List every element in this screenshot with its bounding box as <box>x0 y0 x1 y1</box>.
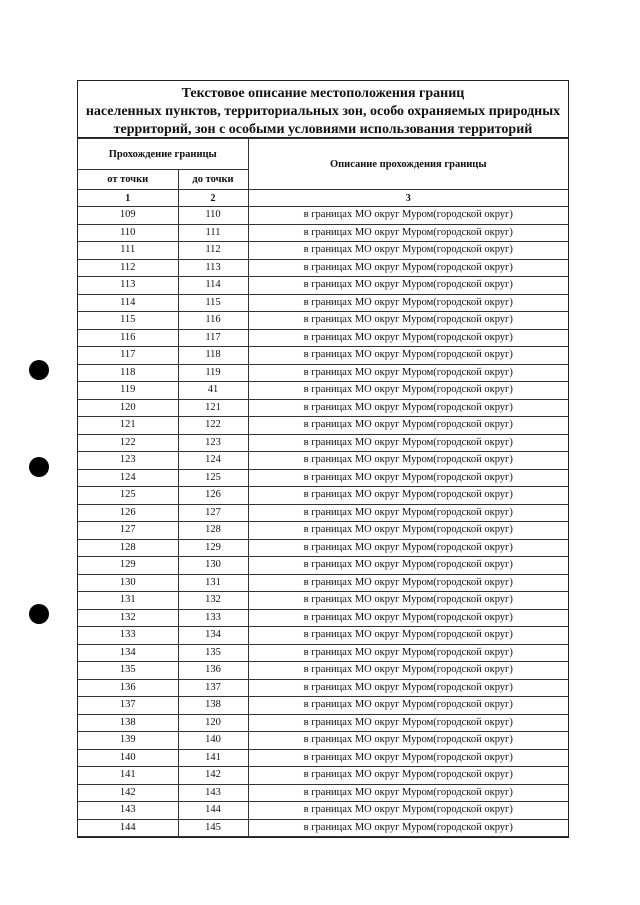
from-point-cell: 139 <box>78 732 178 750</box>
description-cell: в границах МО округ Муром(городской округ) <box>248 399 568 417</box>
description-cell: в границах МО округ Муром(городской округ) <box>248 207 568 225</box>
description-cell: в границах МО округ Муром(городской округ) <box>248 329 568 347</box>
to-point-cell: 116 <box>178 312 248 330</box>
description-cell: в границах МО округ Муром(городской округ) <box>248 347 568 365</box>
document-title <box>78 81 568 138</box>
table-row <box>78 259 568 277</box>
column-number-1: 1 <box>78 190 178 207</box>
from-point-cell: 111 <box>78 242 178 260</box>
table-row <box>78 714 568 732</box>
description-cell: в границах МО округ Муром(городской округ) <box>248 819 568 837</box>
to-point-cell: 112 <box>178 242 248 260</box>
title-line-2: населенных пунктов, территориальных зон, особо охраняемых природных <box>85 104 561 119</box>
to-point-cell: 131 <box>178 574 248 592</box>
table-row <box>78 504 568 522</box>
from-point-cell: 141 <box>78 767 178 785</box>
to-point-cell: 133 <box>178 609 248 627</box>
description-cell: в границах МО округ Муром(городской округ) <box>248 312 568 330</box>
to-point-cell: 120 <box>178 714 248 732</box>
from-point-cell: 133 <box>78 627 178 645</box>
to-point-cell: 138 <box>178 697 248 715</box>
title-line-3: территорий, зон с особыми условиями использования территорий <box>113 122 533 137</box>
description-cell: в границах МО округ Муром(городской округ) <box>248 644 568 662</box>
to-point-cell: 117 <box>178 329 248 347</box>
header-description: Описание прохождения границы <box>248 139 568 190</box>
from-point-cell: 140 <box>78 749 178 767</box>
to-point-cell: 144 <box>178 802 248 820</box>
table-row <box>78 749 568 767</box>
table-row <box>78 399 568 417</box>
from-point-cell: 116 <box>78 329 178 347</box>
table-row <box>78 277 568 295</box>
table-row <box>78 767 568 785</box>
to-point-cell: 113 <box>178 259 248 277</box>
table-row <box>78 784 568 802</box>
from-point-cell: 132 <box>78 609 178 627</box>
binder-hole-bottom <box>29 604 49 624</box>
description-cell: в границах МО округ Муром(городской округ) <box>248 767 568 785</box>
from-point-cell: 122 <box>78 434 178 452</box>
from-point-cell: 144 <box>78 819 178 837</box>
column-number-3: 3 <box>248 190 568 207</box>
description-cell: в границах МО округ Муром(городской округ) <box>248 277 568 295</box>
to-point-cell: 127 <box>178 504 248 522</box>
table-row <box>78 557 568 575</box>
table-row <box>78 539 568 557</box>
to-point-cell: 110 <box>178 207 248 225</box>
to-point-cell: 119 <box>178 364 248 382</box>
column-number-2: 2 <box>178 190 248 207</box>
description-cell: в границах МО округ Муром(городской округ) <box>248 382 568 400</box>
description-cell: в границах МО округ Муром(городской округ) <box>248 732 568 750</box>
description-cell: в границах МО округ Муром(городской округ) <box>248 504 568 522</box>
from-point-cell: 124 <box>78 469 178 487</box>
to-point-cell: 135 <box>178 644 248 662</box>
from-point-cell: 121 <box>78 417 178 435</box>
to-point-cell: 128 <box>178 522 248 540</box>
to-point-cell: 111 <box>178 224 248 242</box>
table-row <box>78 364 568 382</box>
table-row <box>78 819 568 837</box>
to-point-cell: 132 <box>178 592 248 610</box>
table-row <box>78 487 568 505</box>
to-point-cell: 41 <box>178 382 248 400</box>
to-point-cell: 125 <box>178 469 248 487</box>
header-to-point: до точки <box>178 170 248 190</box>
from-point-cell: 136 <box>78 679 178 697</box>
from-point-cell: 113 <box>78 277 178 295</box>
to-point-cell: 130 <box>178 557 248 575</box>
from-point-cell: 143 <box>78 802 178 820</box>
to-point-cell: 140 <box>178 732 248 750</box>
table-row <box>78 609 568 627</box>
description-cell: в границах МО округ Муром(городской округ) <box>248 522 568 540</box>
description-cell: в границах МО округ Муром(городской округ) <box>248 434 568 452</box>
table-row <box>78 574 568 592</box>
to-point-cell: 129 <box>178 539 248 557</box>
binder-hole-top <box>29 360 49 380</box>
from-point-cell: 118 <box>78 364 178 382</box>
to-point-cell: 126 <box>178 487 248 505</box>
to-point-cell: 123 <box>178 434 248 452</box>
description-cell: в границах МО округ Муром(городской округ) <box>248 679 568 697</box>
from-point-cell: 110 <box>78 224 178 242</box>
to-point-cell: 124 <box>178 452 248 470</box>
description-cell: в границах МО округ Муром(городской округ) <box>248 364 568 382</box>
from-point-cell: 138 <box>78 714 178 732</box>
description-cell: в границах МО округ Муром(городской округ) <box>248 259 568 277</box>
from-point-cell: 114 <box>78 294 178 312</box>
description-cell: в границах МО округ Муром(городской округ) <box>248 697 568 715</box>
description-cell: в границах МО округ Муром(городской округ) <box>248 452 568 470</box>
description-cell: в границах МО округ Муром(городской округ) <box>248 417 568 435</box>
table-row <box>78 347 568 365</box>
table-row <box>78 679 568 697</box>
from-point-cell: 135 <box>78 662 178 680</box>
table-row <box>78 522 568 540</box>
from-point-cell: 117 <box>78 347 178 365</box>
from-point-cell: 115 <box>78 312 178 330</box>
from-point-cell: 128 <box>78 539 178 557</box>
header-boundary-pass: Прохождение границы <box>78 139 248 170</box>
table-row <box>78 592 568 610</box>
from-point-cell: 130 <box>78 574 178 592</box>
to-point-cell: 115 <box>178 294 248 312</box>
description-cell: в границах МО округ Муром(городской округ) <box>248 662 568 680</box>
description-cell: в границах МО округ Муром(городской округ) <box>248 539 568 557</box>
table-row <box>78 224 568 242</box>
table-row <box>78 732 568 750</box>
table-row <box>78 294 568 312</box>
description-cell: в границах МО округ Муром(городской округ) <box>248 592 568 610</box>
from-point-cell: 112 <box>78 259 178 277</box>
from-point-cell: 120 <box>78 399 178 417</box>
table-row <box>78 207 568 225</box>
description-cell: в границах МО округ Муром(городской округ) <box>248 609 568 627</box>
from-point-cell: 134 <box>78 644 178 662</box>
description-cell: в границах МО округ Муром(городской округ) <box>248 294 568 312</box>
to-point-cell: 114 <box>178 277 248 295</box>
description-cell: в границах МО округ Муром(городской округ) <box>248 627 568 645</box>
table-row <box>78 417 568 435</box>
table-row <box>78 697 568 715</box>
table-row <box>78 802 568 820</box>
from-point-cell: 125 <box>78 487 178 505</box>
table-row <box>78 329 568 347</box>
to-point-cell: 122 <box>178 417 248 435</box>
to-point-cell: 142 <box>178 767 248 785</box>
description-cell: в границах МО округ Муром(городской округ) <box>248 224 568 242</box>
description-cell: в границах МО округ Муром(городской округ) <box>248 784 568 802</box>
document-frame <box>77 80 569 838</box>
header-from-point: от точки <box>78 170 178 190</box>
table-row <box>78 469 568 487</box>
description-cell: в границах МО округ Муром(городской округ) <box>248 487 568 505</box>
table-row <box>78 644 568 662</box>
table-row <box>78 627 568 645</box>
description-cell: в границах МО округ Муром(городской округ) <box>248 557 568 575</box>
boundary-table <box>78 138 568 837</box>
table-row <box>78 434 568 452</box>
from-point-cell: 127 <box>78 522 178 540</box>
to-point-cell: 137 <box>178 679 248 697</box>
to-point-cell: 143 <box>178 784 248 802</box>
from-point-cell: 109 <box>78 207 178 225</box>
from-point-cell: 137 <box>78 697 178 715</box>
binder-hole-middle <box>29 457 49 477</box>
table-row <box>78 382 568 400</box>
description-cell: в границах МО округ Муром(городской округ) <box>248 574 568 592</box>
title-line-1: Текстовое описание местоположения границ <box>181 86 465 101</box>
to-point-cell: 134 <box>178 627 248 645</box>
from-point-cell: 129 <box>78 557 178 575</box>
from-point-cell: 123 <box>78 452 178 470</box>
to-point-cell: 145 <box>178 819 248 837</box>
from-point-cell: 131 <box>78 592 178 610</box>
from-point-cell: 126 <box>78 504 178 522</box>
to-point-cell: 121 <box>178 399 248 417</box>
to-point-cell: 118 <box>178 347 248 365</box>
description-cell: в границах МО округ Муром(городской округ) <box>248 749 568 767</box>
description-cell: в границах МО округ Муром(городской округ) <box>248 469 568 487</box>
table-row <box>78 312 568 330</box>
to-point-cell: 136 <box>178 662 248 680</box>
from-point-cell: 142 <box>78 784 178 802</box>
from-point-cell: 119 <box>78 382 178 400</box>
table-row <box>78 242 568 260</box>
description-cell: в границах МО округ Муром(городской округ) <box>248 802 568 820</box>
description-cell: в границах МО округ Муром(городской округ) <box>248 242 568 260</box>
table-row <box>78 662 568 680</box>
description-cell: в границах МО округ Муром(городской округ) <box>248 714 568 732</box>
to-point-cell: 141 <box>178 749 248 767</box>
table-row <box>78 452 568 470</box>
